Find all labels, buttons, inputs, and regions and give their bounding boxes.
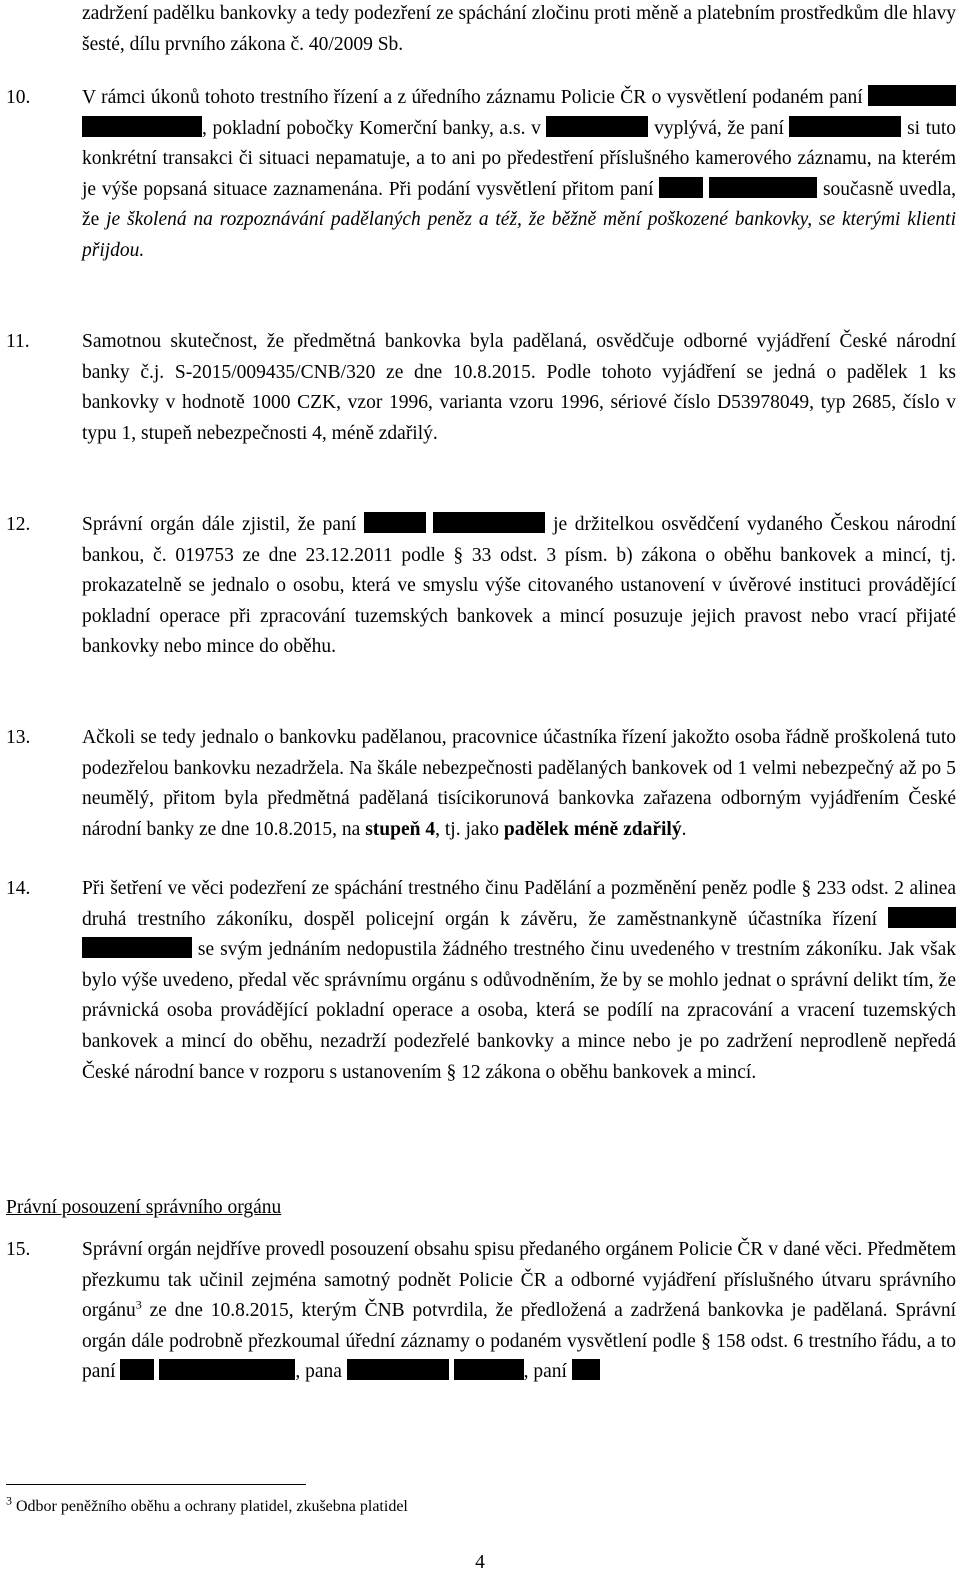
paragraph-14 [82,874,956,1088]
paragraph-text: se svým jednáním nedopustila žádného trestného činu uvedeného v trestním zákoníku. Jak však bylo výše uvedeno, předal věc správnímu orgánu s odůvodněním, že by se mohlo jednat o správní delikt tím, že právnická osoba provádějící pokladní operace a osoba, která se podílí na zpracování a vracení tuzemských bankovek a mincí do oběhu, nezadrží podezřelé bankovky a mince nebo je po zadržení neprodleně nepředá České národní bance v rozporu s ustanovením § 12 zákona o oběhu bankovek a mincí. [82,939,957,1083]
paragraph-text: V rámci úkonů tohoto trestního řízení a z úředního záznamu Policie ČR o vysvětlení podaném paní [82,87,863,108]
paragraph-text: Správní orgán nejdříve provedl posouzení obsahu spisu předaného orgánem Policie ČR v dané věci. Předmětem přezkumu tak učinil zejména samotný podnět Policie ČR a odborné vyjádření příslušného útvaru správního orgánu [82,1239,956,1322]
bold-text: stupeň 4 [365,818,436,840]
paragraph-text: je držitelkou osvědčení vydaného Českou národní bankou, č. 019753 ze dne 23.12.2011 podle § 33 odst. 3 písm. b) zákona o oběhu bankovek a mincí, tj. prokazatelně se jednalo o osobu, která ve smyslu výše citovaného ustanovení v úvěrové instituci provádějící pokladní operace při zpracování tuzemských bankovek a mincí posuzuje jejich pravost nebo vrací přijaté bankovky nebo mince do oběhu. [82,514,957,658]
footnote-mark: 3 [6,1493,12,1508]
paragraph-text: , pana [295,1361,342,1383]
paragraph-text: Ačkoli se tedy jednalo o bankovku padělanou, pracovnice účastníka řízení jakožto osoba řádně proškolená tuto podezřelou bankovku nezadržela. Na škále nebezpečnosti padělaných bankovek od 1 velmi nebezpečný až po 5 neumělý, přitom byla předmětná padělaná tisícikorunová bankovka zařazena odborným vyjádřením České národní banky ze dne 10.8.2015, na [82,727,956,840]
footnote [6,1493,408,1518]
redaction-block [347,1359,449,1380]
section-heading: Právní posouzení správního orgánu [6,1197,282,1218]
paragraph-12 [82,510,956,663]
redaction-block [546,116,648,137]
paragraph-13 [82,723,956,845]
redaction-block [454,1359,524,1380]
bold-text: padělek méně zdařilý [503,818,682,840]
paragraph-number: 15. [6,1239,31,1260]
paragraph-number: 12. [6,514,31,535]
paragraph-number: 14. [6,878,31,899]
paragraph-text: . [681,818,687,840]
paragraph-15 [82,1235,956,1388]
redaction-block [888,907,956,928]
paragraph-text: , pokladní pobočky Komerční banky, a.s. v [202,117,541,139]
quoted-statement: je školená na rozpoznávání padělaných peněz a též, že běžně mění poškozené bankovky, se kterými klienti přijdou. [82,209,956,261]
redaction-block [82,937,192,958]
redaction-block [868,85,956,106]
redaction-block [82,116,202,137]
redaction-block [709,177,817,198]
paragraph-text: Při šetření ve věci podezření ze spáchání trestného činu Padělání a pozměnění peněz podle § 233 odst. 2 alinea druhá trestního zákoníku, dospěl policejní orgán k závěru, že zaměstnankyně účastníka řízení [82,878,956,930]
page-number: 4 [475,1552,485,1573]
paragraph-text: , tj. jako [435,818,500,840]
redaction-block [433,512,545,533]
paragraph-number: 11. [6,331,30,352]
footnote-reference: 3 [135,1297,142,1312]
paragraph-11 [82,327,956,449]
redaction-block [789,116,901,137]
paragraph-text: vyplývá, že paní [654,117,784,139]
redaction-block [659,177,703,198]
paragraph-text: současně uvedla, že [82,178,957,231]
paragraph-text: si tuto konkrétní transakci či situaci nepamatuje, a to ani po předestření příslušného kamerového záznamu, na kterém je výše popsaná situace zaznamenána. Při podání vysvětlení přitom paní [82,117,957,200]
paragraph-text: ze dne 10.8.2015, kterým ČNB potvrdila, že předložená a zadržená bankovka je padělaná. Správní orgán dále podrobně přezkoumal úřední záznamy o podaném vysvětlení podle § 158 odst. 6 trestního řádu, a to paní [82,1300,956,1383]
redaction-block [120,1359,154,1380]
paragraph-text: Samotnou skutečnost, že předmětná bankovka byla padělaná, osvědčuje odborné vyjádření České národní banky č.j. S-2015/009435/CNB/320 ze dne 10.8.2015. Podle tohoto vyjádření se jedná o padělek 1 ks bankovky v hodnotě 1000 CZK, vzor 1996, varianta vzoru 1996, sériové číslo D53978049, typ 2685, číslo v typu 1, stupeň nebezpečnosti 4, méně zdařilý. [82,331,956,444]
paragraph-10 [82,83,956,267]
footnote-separator [6,1484,306,1485]
redaction-block [572,1359,600,1380]
paragraph-number: 10. [6,87,31,108]
redaction-block [159,1359,295,1380]
paragraph-9-continued [82,0,956,60]
paragraph-text: Správní orgán dále zjistil, že paní [82,514,357,535]
paragraph-text: , paní [523,1361,567,1383]
redaction-block [364,512,426,533]
paragraph-number: 13. [6,727,31,748]
paragraph-text: zadržení padělku bankovky a tedy podezření ze spáchání zločinu proti měně a platebním prostředkům dle hlavy šesté, dílu prvního zákona č. 40/2009 Sb. [82,3,956,55]
footnote-text: Odbor peněžního oběhu a ochrany platidel, zkušebna platidel [16,1498,408,1515]
